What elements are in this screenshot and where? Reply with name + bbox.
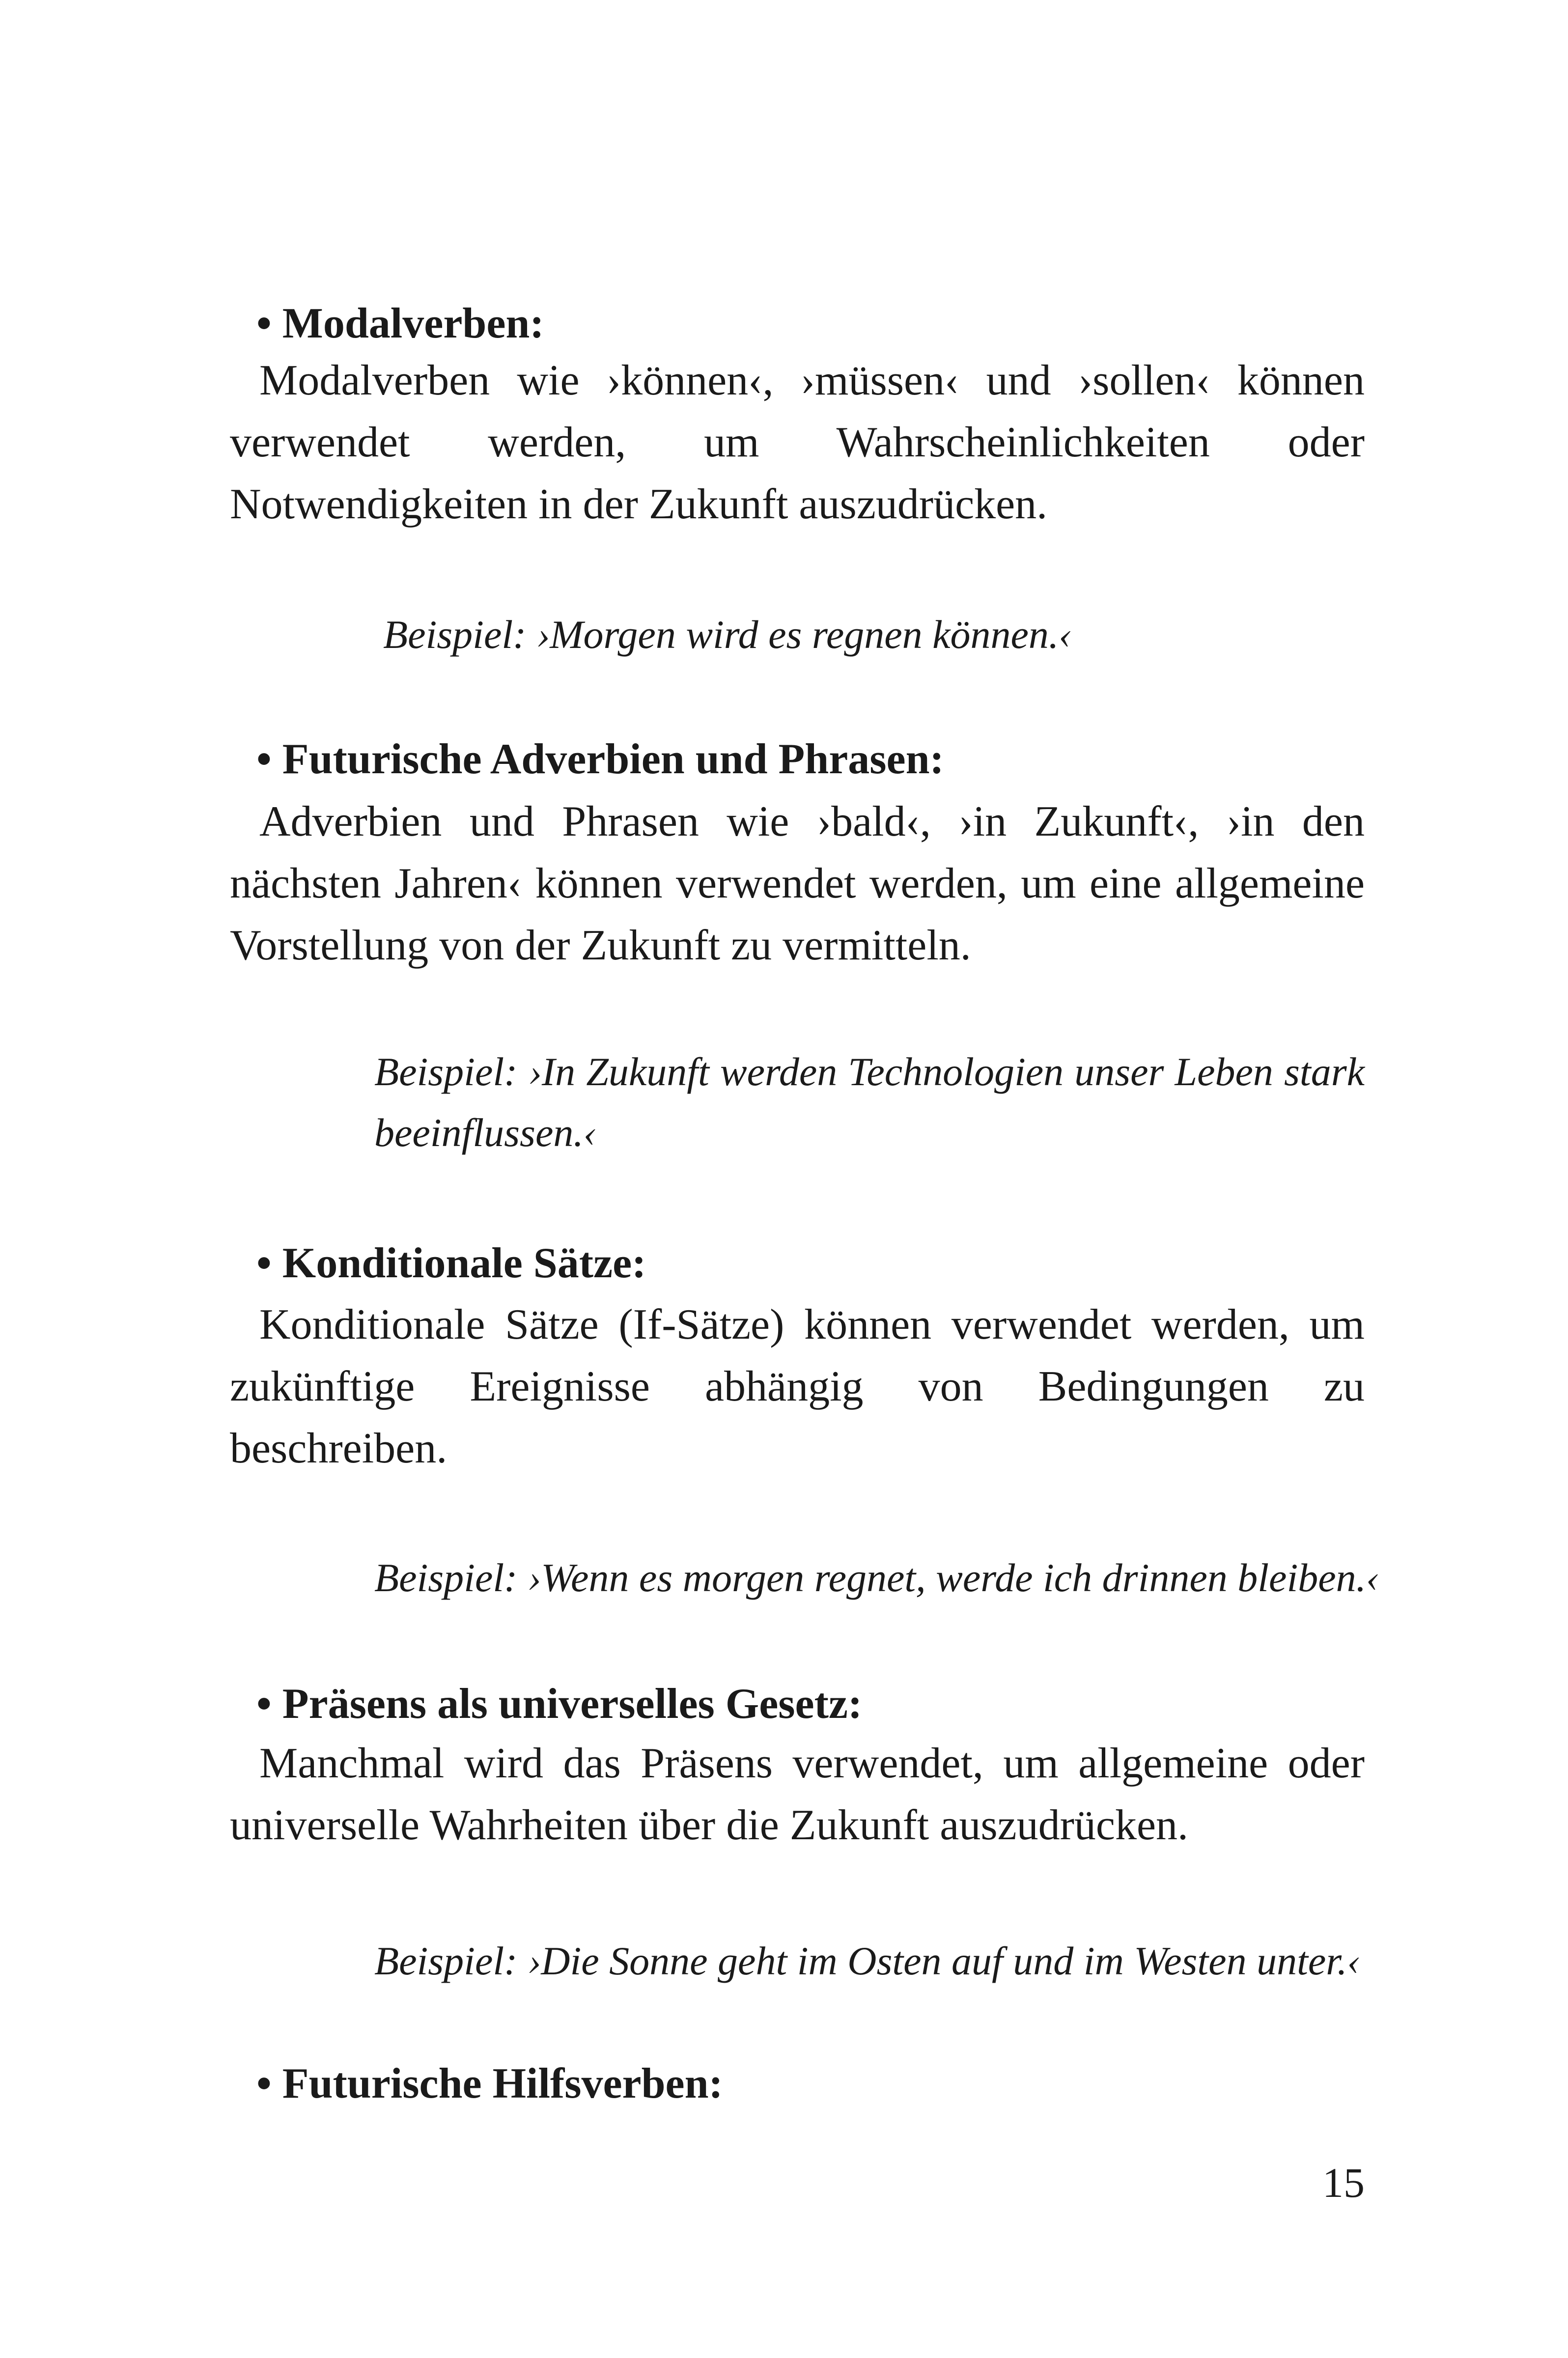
section-text-konditionale-saetze: Konditionale Sätze (If-Sätze) können verwendet werden, um zukünftige Ereignisse abhängig von Bedingungen zu beschreiben. (230, 1301, 1365, 1472)
section-text-modalverben: Modalverben wie ›können‹, ›müssen‹ und ›sollen‹ können verwendet werden, um Wahrscheinlichkeiten oder Notwendigkeiten in der Zukunft auszudrücken. (230, 357, 1365, 528)
example-modalverben: Beispiel: ›Morgen wird es regnen können.‹ (383, 612, 1072, 657)
section-heading-praesens: • Präsens als universelles Gesetz: (256, 1680, 863, 1728)
page-number: 15 (1322, 2159, 1365, 2206)
example-praesens: Beispiel: ›Die Sonne geht im Osten auf und im Westen unter.‹ (374, 1938, 1361, 1983)
section-heading-futurische-hilfsverben: • Futurische Hilfsverben: (256, 2060, 723, 2107)
section-heading-konditionale-saetze: • Konditionale Sätze: (256, 1239, 646, 1287)
section-text-praesens: Manchmal wird das Präsens verwendet, um allgemeine oder universelle Wahrheiten über die Zukunft auszudrücken. (230, 1740, 1365, 1849)
section-heading-modalverben: • Modalverben: (256, 300, 544, 347)
example-konditionale-saetze: Beispiel: ›Wenn es morgen regnet, werde ich drinnen bleiben.‹ (374, 1555, 1380, 1600)
section-heading-futurische-adverbien: • Futurische Adverbien und Phrasen: (256, 735, 944, 783)
section-text-futurische-adverbien: Adverbien und Phrasen wie ›bald‹, ›in Zukunft‹, ›in den nächsten Jahren‹ können verwendet werden, um eine allgemeine Vorstellung von der Zukunft zu vermitteln. (230, 798, 1365, 969)
example-futurische-adverbien: Beispiel: ›In Zukunft werden Technologien unser Leben stark beeinflussen.‹ (374, 1049, 1365, 1155)
